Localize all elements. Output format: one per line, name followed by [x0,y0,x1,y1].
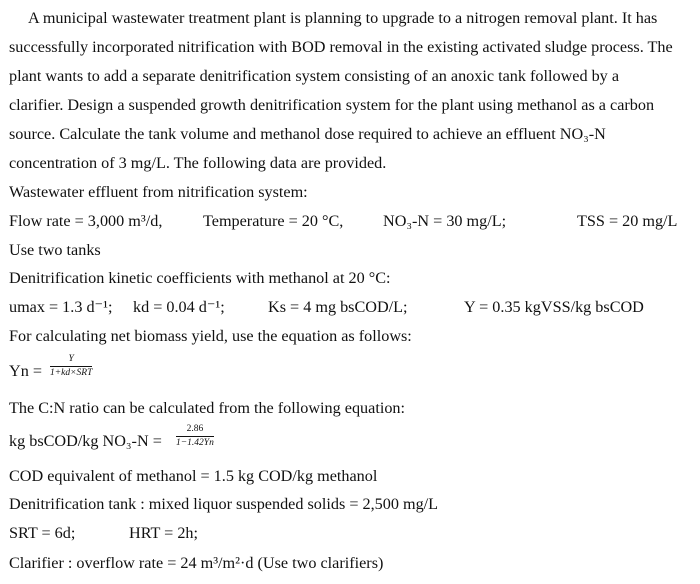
paragraph-line-3: plant wants to add a separate denitrification system consisting of an anoxic tank followed by a [9,67,620,85]
flow-rate: Flow rate = 3,000 m³/d, [9,212,163,230]
hrt-value: HRT = 2h; [129,524,199,542]
yield-intro: For calculating net biomass yield, use the equation as follows: [9,327,412,345]
ks-value: Ks = 4 mg bsCOD/L; [268,298,408,316]
paragraph-line-5: source. Calculate the tank volume and methanol dose required to achieve an effluent NO₃-N [9,125,606,143]
paragraph-line-6: concentration of 3 mg/L. The following data are provided. [9,154,387,172]
fraction-bar [50,366,92,367]
yield-fraction [50,354,92,379]
yield-denominator: 1+kd×SRT [50,368,93,378]
no3-concentration: NO₃-N = 30 mg/L; [383,212,507,230]
tss-concentration: TSS = 20 mg/L [577,212,678,230]
use-two-tanks: Use two tanks [9,241,101,259]
cod-equivalent-methanol: COD equivalent of methanol = 1.5 kg COD/kg methanol [9,467,378,485]
fraction-bar [176,436,214,437]
effluent-heading: Wastewater effluent from nitrification system: [9,183,308,201]
cn-numerator: 2.86 [186,424,204,434]
cn-intro: The C:N ratio can be calculated from the following equation: [9,399,406,417]
clarifier-overflow-rate: Clarifier : overflow rate = 24 m³/m²·d (Use two clarifiers) [9,554,384,572]
yield-coefficient: Y = 0.35 kgVSS/kg bsCOD [464,298,644,316]
kd-value: kd = 0.04 d⁻¹; [133,298,225,316]
cn-denominator: 1−1.42Yn [176,438,214,448]
yield-numerator: Y [68,354,74,364]
temperature: Temperature = 20 °C, [203,212,344,230]
umax-value: umax = 1.3 d⁻¹; [9,298,113,316]
kinetics-heading: Denitrification kinetic coefficients with methanol at 20 °C: [9,269,391,287]
yield-lhs: Yn = [9,362,42,380]
paragraph-line-4: clarifier. Design a suspended growth denitrification system for the plant using methanol as a carbon [9,96,655,114]
paragraph-line-2: successfully incorporated nitrification with BOD removal in the existing activated sludge process. The [9,38,673,56]
denitrification-tank-mlss: Denitrification tank : mixed liquor suspended solids = 2,500 mg/L [9,495,439,513]
srt-value: SRT = 6d; [9,524,76,542]
cn-fraction [176,424,214,449]
cn-lhs: kg bsCOD/kg NO₃-N = [9,432,162,450]
paragraph-line-1: A municipal wastewater treatment plant is planning to upgrade to a nitrogen removal plant. It has [28,9,658,27]
